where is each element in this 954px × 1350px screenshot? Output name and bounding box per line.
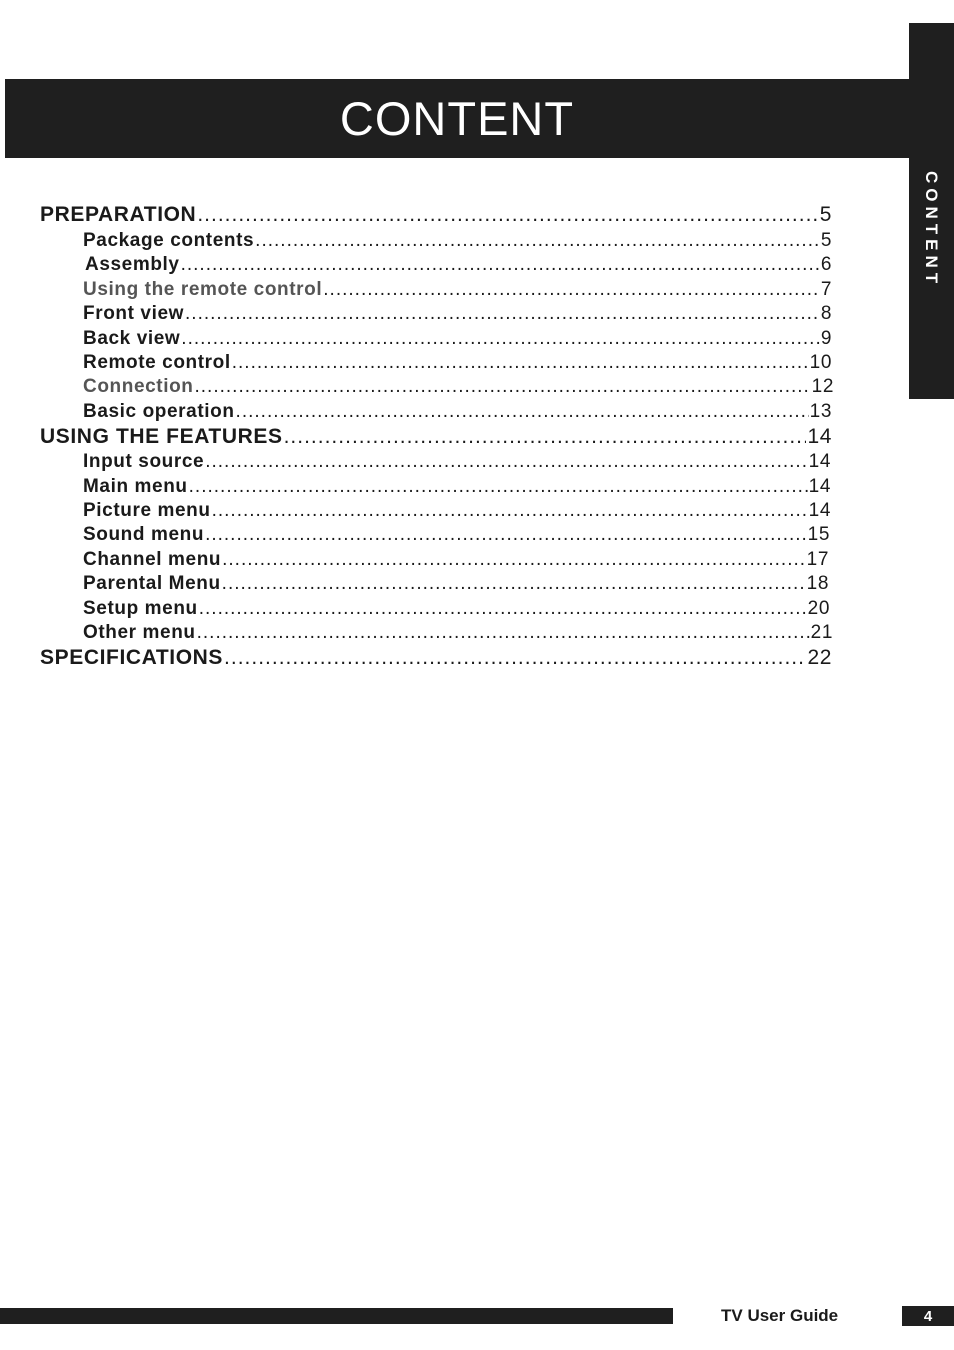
toc-page-number: 8 [820, 303, 832, 324]
footer-bar [0, 1308, 673, 1324]
toc-leader-dots [205, 524, 807, 546]
page-title-bar [5, 79, 909, 158]
toc-page-number: 5 [819, 203, 832, 226]
toc-leader-dots [205, 451, 807, 473]
side-tab-label: CONTENT [922, 171, 941, 289]
toc-item-package-contents[interactable] [83, 230, 832, 252]
toc-leader-dots [232, 352, 809, 374]
toc-page-number: 5 [820, 230, 832, 251]
toc-page-number: 14 [808, 451, 831, 472]
toc-item-main-menu[interactable] [83, 476, 831, 498]
toc-item-label: Sound menu [83, 524, 205, 545]
toc-leader-dots [222, 549, 806, 571]
toc-page-number: 7 [820, 279, 832, 300]
toc-item-label: Back view [83, 328, 181, 349]
toc-page-number: 14 [808, 500, 831, 521]
footer-title: TV User Guide [721, 1306, 839, 1325]
toc-page-number: 14 [808, 476, 831, 497]
toc-item-parental-menu[interactable] [83, 573, 829, 595]
toc-item-label: Parental Menu [83, 573, 221, 594]
toc-leader-dots [197, 622, 810, 644]
toc-item-label: Using the remote control [83, 279, 323, 300]
toc-item-connection[interactable] [83, 376, 834, 398]
toc-leader-dots [181, 328, 820, 350]
toc-item-basic-operation[interactable] [83, 401, 832, 423]
toc-item-label: Channel menu [83, 549, 222, 570]
toc-item-label: Other menu [83, 622, 196, 643]
toc-page-number: 20 [807, 598, 830, 619]
toc-page-number: 13 [809, 401, 832, 422]
toc-page-number: 14 [807, 425, 832, 448]
toc-item-front-view[interactable] [83, 303, 832, 325]
toc-item-input-source[interactable] [83, 451, 831, 473]
toc-leader-dots [185, 303, 820, 325]
toc-item-picture-menu[interactable] [83, 500, 831, 522]
side-section-tab [909, 23, 954, 399]
toc-item-label: Main menu [83, 476, 188, 497]
toc-page-number: 21 [810, 622, 833, 643]
toc-leader-dots [195, 376, 811, 398]
toc-leader-dots [224, 646, 806, 670]
toc-leader-dots [197, 203, 818, 227]
toc-item-assembly[interactable] [85, 254, 832, 276]
toc-leader-dots [284, 425, 807, 449]
toc-item-label: Assembly [85, 254, 180, 275]
toc-item-other-menu[interactable] [83, 622, 833, 644]
toc-page-number: 9 [820, 328, 832, 349]
toc-leader-dots [181, 254, 820, 276]
toc-item-label: Setup menu [83, 598, 198, 619]
toc-page-number: 17 [806, 549, 829, 570]
toc-item-label: Remote control [83, 352, 231, 373]
toc-item-label: Picture menu [83, 500, 211, 521]
page-title: CONTENT [339, 92, 575, 145]
toc-item-back-view[interactable] [83, 328, 832, 350]
toc-item-using-remote-control[interactable] [83, 279, 832, 301]
toc-page-number: 6 [820, 254, 832, 275]
toc-section-specifications[interactable] [40, 646, 832, 670]
toc-leader-dots [199, 598, 807, 620]
toc-leader-dots [236, 401, 809, 423]
toc-item-label: Input source [83, 451, 205, 472]
toc-item-label: Package contents [83, 230, 255, 251]
toc-section-label: USING THE FEATURES [40, 425, 283, 448]
toc-page-number: 12 [811, 376, 834, 397]
toc-section-using-the-features[interactable] [40, 425, 832, 449]
toc-leader-dots [323, 279, 820, 301]
toc-leader-dots [222, 573, 806, 595]
toc-item-channel-menu[interactable] [83, 549, 829, 571]
toc-item-label: Front view [83, 303, 185, 324]
toc-item-remote-control[interactable] [83, 352, 832, 374]
toc-section-label: PREPARATION [40, 203, 197, 226]
page-number-badge [902, 1306, 954, 1326]
toc-item-label: Connection [83, 376, 194, 397]
toc-page-number: 15 [807, 524, 830, 545]
toc-leader-dots [255, 230, 820, 252]
toc-item-label: Basic operation [83, 401, 235, 422]
toc-leader-dots [212, 500, 808, 522]
toc-section-label: SPECIFICATIONS [40, 646, 224, 669]
toc-item-sound-menu[interactable] [83, 524, 830, 546]
toc-item-setup-menu[interactable] [83, 598, 830, 620]
toc-page-number: 18 [806, 573, 829, 594]
toc-page-number: 10 [809, 352, 832, 373]
toc-leader-dots [189, 476, 808, 498]
page-number: 4 [923, 1307, 933, 1325]
toc-section-preparation[interactable] [40, 203, 832, 227]
toc-page-number: 22 [807, 646, 832, 669]
